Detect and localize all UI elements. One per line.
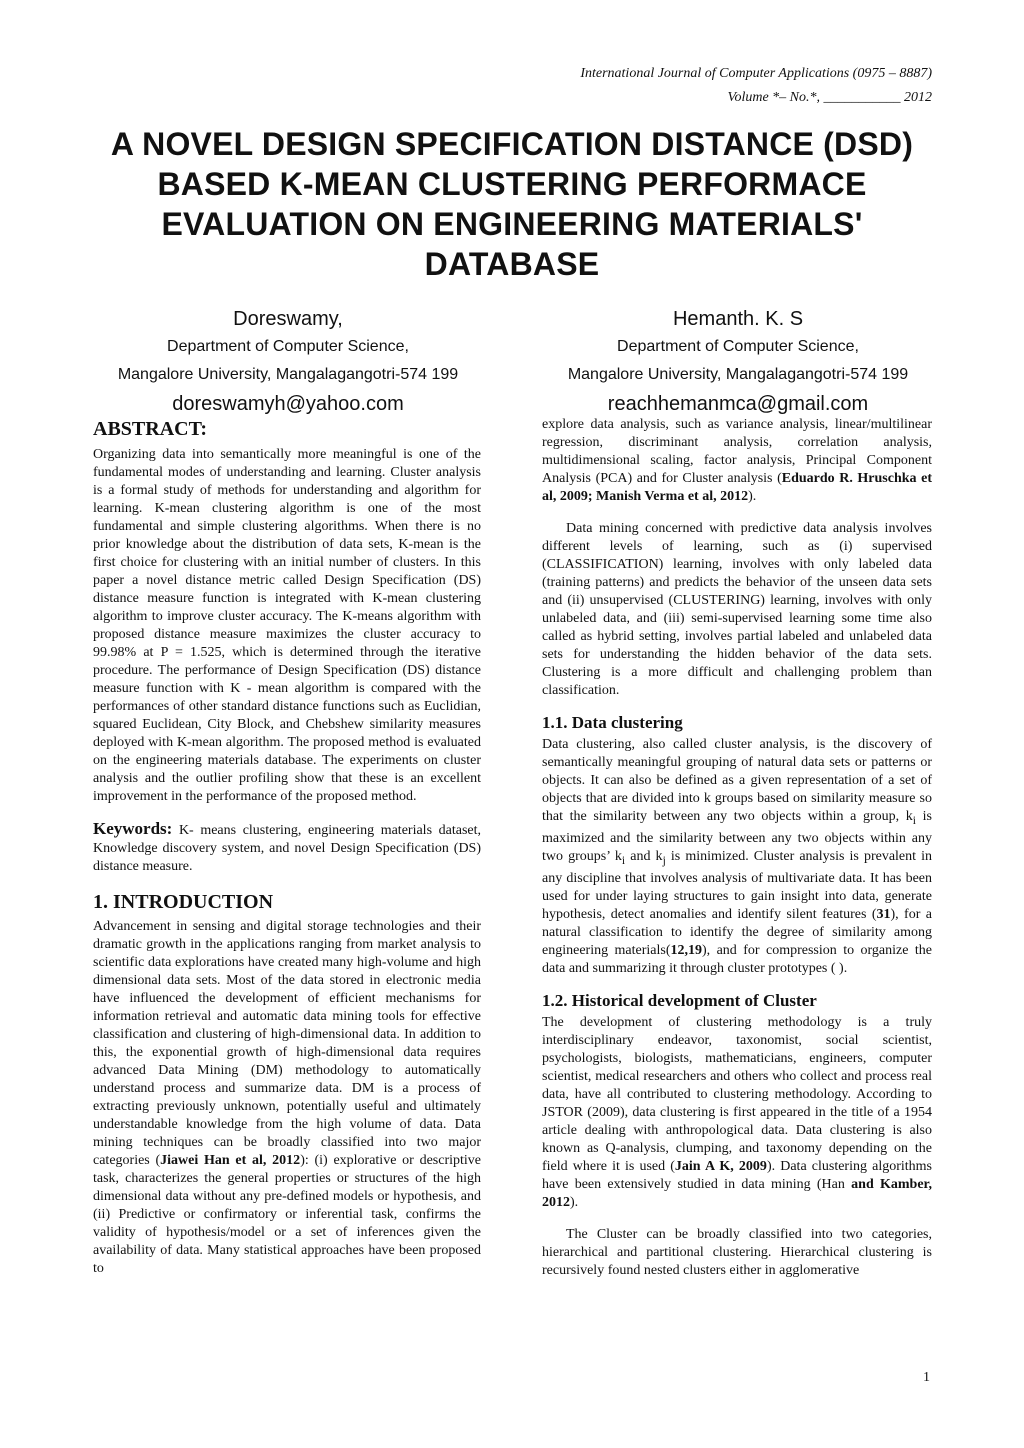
citation: Eduardo R. Hruschka et al, 2009; Manish Verma et al, 2012 — [542, 471, 932, 504]
author-email: reachhemanmca@gmail.com — [607, 393, 869, 415]
introduction-paragraph-2: Data mining concerned with predictive data analysis involves different levels of learning, such as (i) supervised (CLASSIFICATION) learning, involves with only labeled data (training patterns) and predicts the behavior of the unseen data sets and (ii) unsupervised (CLUSTERING) learning, involves with only unlabeled data, and (iii) semi-supervised learning some time also called as hybrid setting, involves partial labeled and unlabeled data sets for understanding the hidden behavior of the data sets. Clustering is a more difficult and challenging problem than classification. — [542, 521, 932, 698]
data-clustering-paragraph: Data clustering, also called cluster analysis, is the discovery of semantically meaningful grouping of natural data sets or patterns or objects. It can also be defined as a given representation of a set of objects that are divided into k groups based on similarity measure so that the similarity between any two objects within a group, $k_i$ is maximized and the similarity between any two objects within any two groups’ $k_i$ and $k_j$ is minimized. Cluster analysis is prevalent in any discipline that involves analysis of multivariate data. It has been used for under laying structures to gain insight into data, generate hypothesis, detect anomalies and identify silent features (31), for a natural classification to identify the degree of similarity among engineering materials(12,19), and for compression to organize the data and summarizing it through cluster prototypes ( ). — [542, 737, 933, 976]
citation: Jiawei Han et al, 2012 — [160, 1153, 301, 1168]
author-email: doreswamyh@yahoo.com — [172, 393, 404, 415]
citation: Jain A K, 2009 — [674, 1158, 767, 1174]
title-line-2: BASED K-MEAN CLUSTERING PERFORMACE — [157, 166, 867, 202]
historical-paragraph-2: The Cluster can be broadly classified into two categories, hierarchical and partitional clustering. Hierarchical clustering is recursively found nested clusters either in agglomerative — [542, 1226, 932, 1278]
citation: and Kamber, 2012 — [542, 1176, 932, 1210]
author-name: Doreswamy, — [233, 308, 343, 330]
introduction-paragraph-continued: explore data analysis, such as variance analysis, linear/multilinear regression, discriminant analysis, correlation analysis, multidimensional scaling, factor analysis, Principal Component Analysis (PCA) and for Cluster analysis (Eduardo R. Hruschka et al, 2009; Manish Verma et al, 2012). — [542, 417, 932, 504]
title-line-1: A NOVEL DESIGN SPECIFICATION DISTANCE (DSD) — [110, 126, 914, 162]
title-line-4: DATABASE — [424, 246, 600, 282]
historical-paragraph: The development of clustering methodology is a truly interdisciplinary endeavor, taxonomist, social scientist, psychologists, biologists, mathematicians, engineers, computer scientist, medical researchers and others who collect and process real data, have all contributed to clustering methodology. According to JSTOR (2009), data clustering is first appeared in the title of a 1954 article dealing with anthropological data. Data clustering is also known as Q-analysis, clumping, and taxonomy depending on the field where it is used (Jain A K, 2009). Data clustering algorithms have been extensively studied in data mining (Han and Kamber, 2012). — [542, 1014, 932, 1210]
author-department: Department of Computer Science, — [617, 338, 859, 355]
right-column — [542, 416, 932, 1280]
paper-title — [100, 124, 924, 284]
introduction-paragraph: Advancement in sensing and digital storage technologies and their dramatic growth in the applications ranging from market analysis to scientific data explorations have created many high-volume and high dimensional data sets. Most of the data stored in electronic media have influenced the development of efficient mechanisms for information retrieval and automatic data mining tools for effective classification and clustering of high-dimensional data. In addition to this, the exponential growth of high-dimensional data requires advanced Data Mining (DM) methodology to automatically understand process and summarize data. DM is a process of extracting previously unknown, potentially useful and ultimately understandable knowledge from the high volume of data. Data mining techniques can be broadly classified into two major categories (Jiawei Han et al, 2012): (i) explorative or descriptive task, characterizes the general properties or structures of the high dimensional data without any pre-defined models or hypothesis, and (ii) Predictive or confirmatory or inferential task, confirms the validity of hypothesis/model or a set of inferences given the availability of data. Many statistical approaches have been proposed to — [93, 919, 481, 1276]
author-department: Department of Computer Science, — [167, 338, 409, 355]
section-heading-data-clustering: 1.1. Data clustering — [542, 713, 683, 732]
reference: 31 — [876, 906, 891, 922]
keywords-text: K- means clustering, engineering materials dataset, Knowledge discovery system, and novel Design Specification (DS) distance measure. — [93, 823, 481, 874]
abstract-heading: ABSTRACT: — [93, 418, 208, 440]
keywords-label: Keywords: — [93, 819, 173, 838]
journal-name: International Journal of Computer Applications (0975 – 8887) — [580, 66, 932, 81]
journal-header — [580, 62, 932, 110]
page-number: 1 — [923, 1370, 930, 1385]
left-column — [93, 416, 481, 1278]
section-heading-introduction: 1. INTRODUCTION — [93, 891, 274, 913]
author-affiliation: Mangalore University, Mangalagangotri-574 199 — [567, 366, 909, 383]
author-name: Hemanth. K. S — [672, 308, 804, 330]
section-heading-historical: 1.2. Historical development of Cluster — [542, 990, 817, 1010]
author-block-1 — [68, 305, 508, 419]
journal-volume: Volume *– No.*, ___________ 2012 — [727, 90, 932, 105]
reference: 12,19 — [670, 942, 702, 958]
author-affiliation: Mangalore University, Mangalagangotri-574 199 — [117, 366, 459, 383]
author-block-2 — [518, 305, 958, 419]
title-line-3: EVALUATION ON ENGINEERING MATERIALS' — [161, 206, 863, 242]
keywords — [93, 820, 481, 876]
abstract-text: Organizing data into semantically more meaningful is one of the fundamental modes of understanding and learning. Cluster analysis is a formal study of methods for understanding and algorithm for learning. K-mean clustering algorithm is one of the most fundamental and simple clustering algorithms. When there is no prior knowledge about the distribution of data sets, K-mean is the first choice for clustering with an initial number of clusters. In this paper a novel distance metric called Design Specification (DS) distance measure function is integrated with K-mean clustering algorithm to improve cluster accuracy. The K-means algorithm with proposed distance measure maximizes the cluster accuracy to 99.98% at P = 1.525, which is determined through the iterative procedure. The performance of Design Specification (DS) distance measure function with K - mean algorithm is compared with the performances of other standard distance functions such as Euclidian, squared Euclidean, City Block, and Chebshew similarity measures deployed with K-mean algorithm. The proposed method is evaluated on the engineering materials database. The experiments on cluster analysis and the outlier profiling show that these is an excellent improvement in the performance of the proposed method. — [93, 447, 481, 804]
